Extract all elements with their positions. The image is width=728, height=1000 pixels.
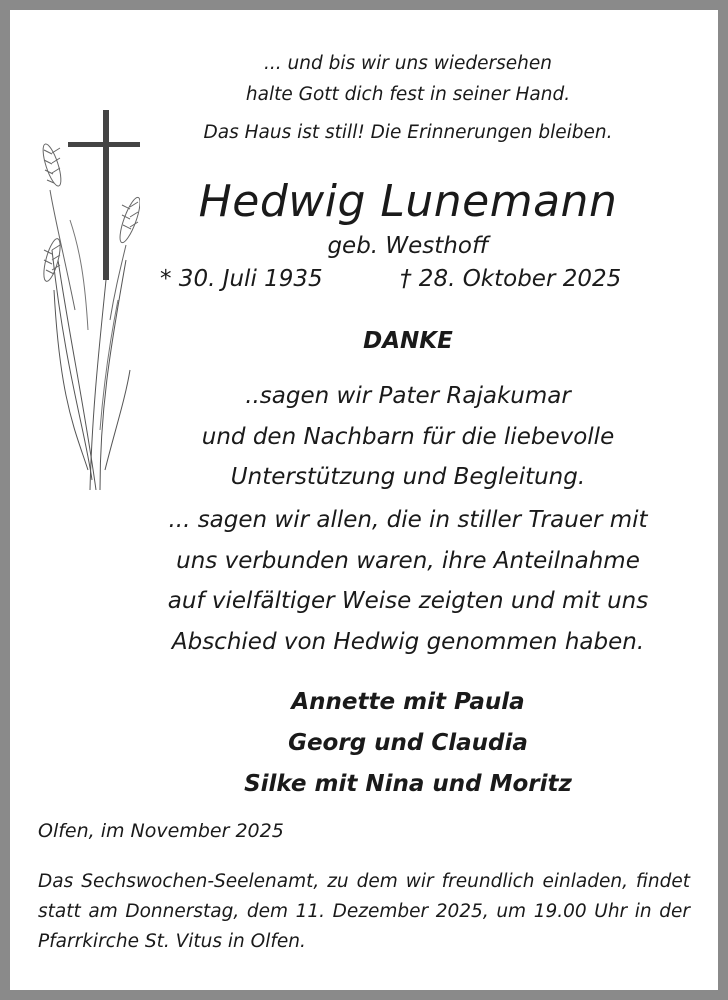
thanks-p1-line: Unterstützung und Begleitung.: [230, 464, 586, 490]
mass-notice: Das Sechswochen-Seelenamt, zu dem wir freundlich einladen, findet statt am Donnerstag, dem 11. Dezember 2025, um 19.00 Uhr in der Pfarrkirche St. Vitus in Olfen.: [38, 871, 690, 952]
signer: Georg und Claudia: [288, 730, 528, 756]
thanks-p2-line: Abschied von Hedwig genommen haben.: [171, 628, 645, 655]
thanks-p1-line: ..sagen wir Pater Rajakumar: [245, 383, 571, 409]
signers: [110, 682, 706, 805]
birth-name: geb. Westhoff: [327, 233, 489, 259]
deceased-name: Hedwig Lunemann: [198, 176, 618, 227]
place-date: Olfen, im November 2025: [38, 820, 284, 842]
thanks-p1-line: und den Nachbarn für die liebevolle: [201, 423, 615, 450]
quote-line-3: Das Haus ist still! Die Erinnerungen bleiben.: [203, 122, 613, 143]
signer: Annette mit Paula: [291, 689, 525, 715]
quote-line-2: halte Gott dich fest in seiner Hand.: [245, 84, 571, 105]
thanks-paragraph-1: [110, 376, 706, 498]
thanks-p2-line: auf vielfältiger Weise zeigten und mit uns: [167, 588, 649, 614]
quote-line-1: ... und bis wir uns wiedersehen: [264, 53, 552, 74]
thanks-heading: DANKE: [363, 328, 453, 354]
thanks-p2-line: uns verbunden waren, ihre Anteilnahme: [176, 547, 640, 574]
thanks-p2-line: ... sagen wir allen, die in stiller Trauer mit: [168, 507, 648, 533]
obituary-card: [10, 10, 718, 990]
signer: Silke mit Nina und Moritz: [244, 771, 572, 797]
thanks-paragraph-2: [100, 500, 716, 662]
birth-date: * 30. Juli 1935: [160, 266, 323, 292]
quote: [110, 48, 706, 110]
life-dates: [160, 266, 622, 292]
death-date: † 28. Oktober 2025: [400, 266, 622, 292]
